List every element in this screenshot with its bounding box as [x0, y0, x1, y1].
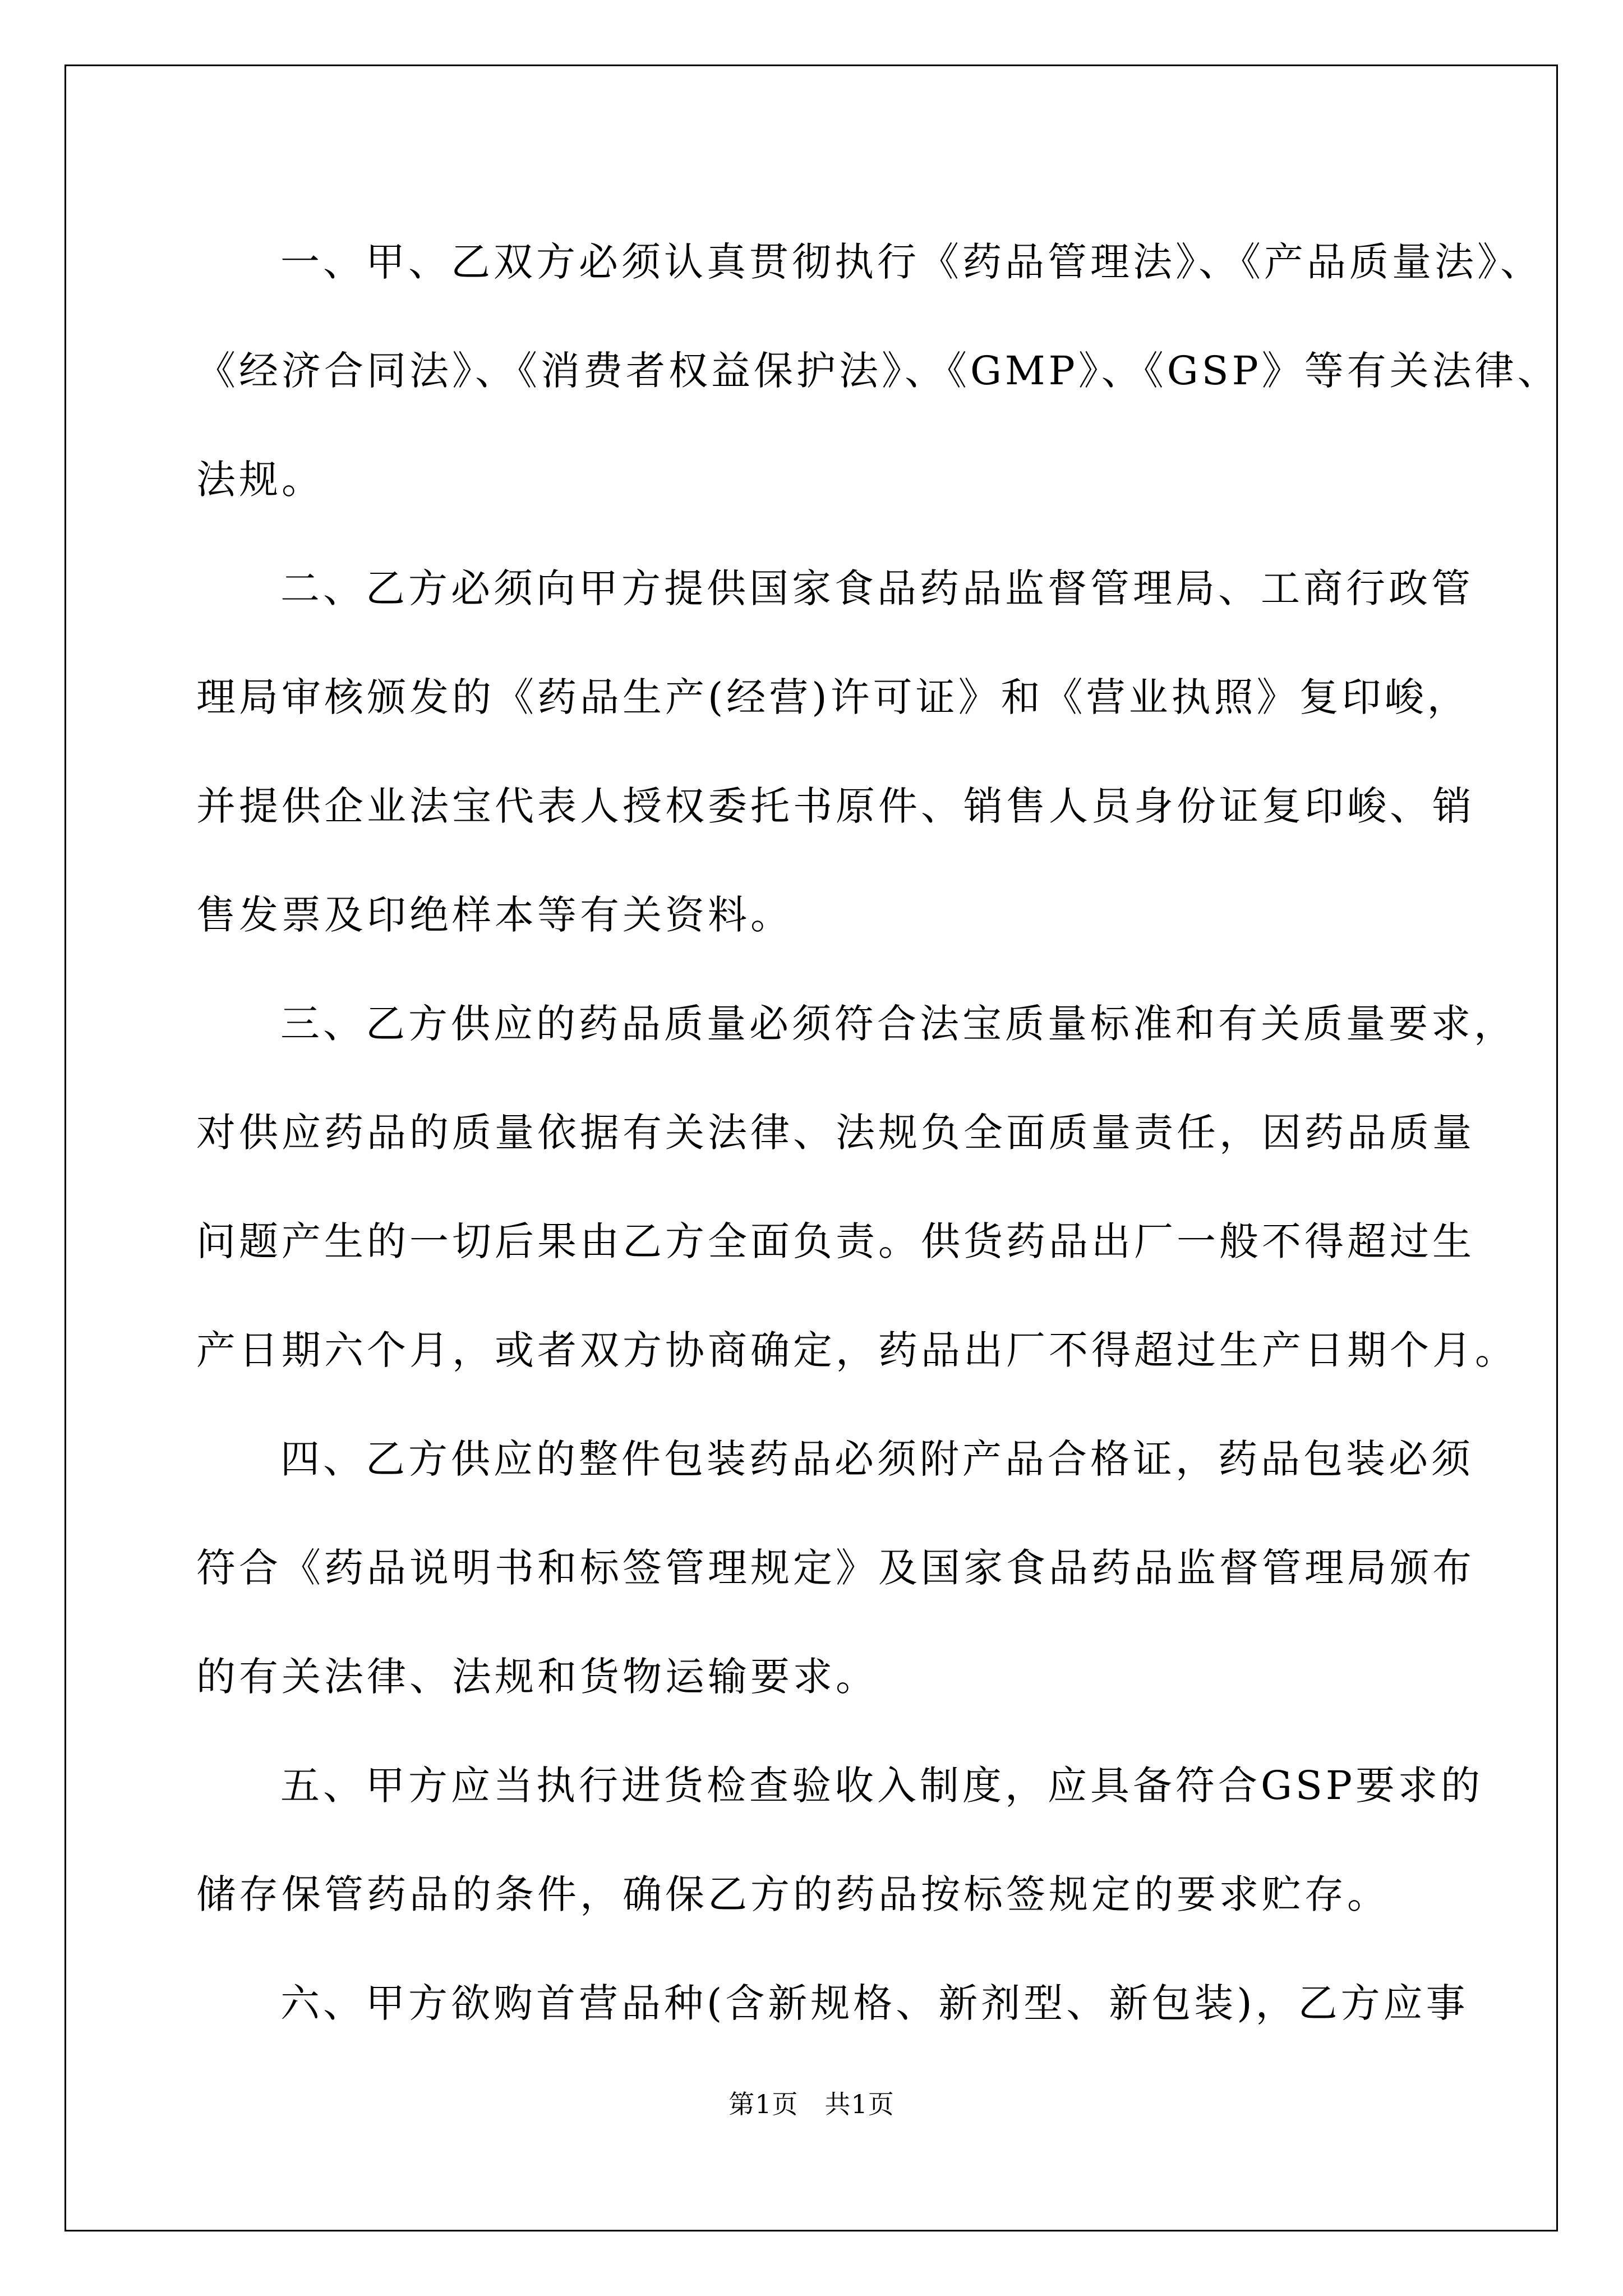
- page-total: 共1页: [824, 2089, 895, 2119]
- paragraph-line: 问题产生的一切后果由乙方全面负责。供货药品出厂一般不得超过生: [196, 1218, 1475, 1264]
- paragraph-2: [196, 534, 1475, 969]
- paragraph-line: 对供应药品的质量依据有关法律、法规负全面质量责任，因药品质量: [196, 1110, 1475, 1156]
- paragraph-line: 产日期六个月，或者双方协商确定，药品出厂不得超过生产日期个月。: [196, 1327, 1518, 1373]
- paragraph-line: 的有关法律、法规和货物运输要求。: [196, 1654, 878, 1700]
- document-body: [196, 208, 1560, 2058]
- paragraph-6: [196, 1949, 1469, 2058]
- paragraph-line: 四、乙方供应的整件包装药品必须附产品合格证，药品包装必须: [280, 1436, 1474, 1482]
- paragraph-line: 售发票及印绝样本等有关资料。: [196, 892, 793, 938]
- paragraph-line: 法规。: [196, 457, 324, 503]
- paragraph-line: 二、乙方必须向甲方提供国家食品药品监督管理局、工商行政管: [280, 565, 1474, 611]
- page-number: 第1页: [728, 2089, 799, 2119]
- paragraph-line: 并提供企业法宝代表人授权委托书原件、销售人员身份证复印峻、销: [196, 783, 1475, 829]
- paragraph-line: 六、甲方欲购首营品种(含新规格、新剂型、新包装)，乙方应事: [280, 1980, 1469, 2026]
- paragraph-line: 五、甲方应当执行进货检查验收入制度，应具备符合GSP要求的: [280, 1763, 1483, 1809]
- paragraph-3: [196, 969, 1518, 1405]
- paragraph-line: 《经济合同法》、《消费者权益保护法》、《GMP》、《GSP》等有关法律、: [196, 348, 1560, 394]
- paragraph-1: [196, 208, 1560, 534]
- paragraph-line: 符合《药品说明书和标签管理规定》及国家食品药品监督管理局颁布: [196, 1545, 1475, 1591]
- paragraph-line: 储存保管药品的条件，确保乙方的药品按标签规定的要求贮存。: [196, 1871, 1390, 1917]
- paragraph-4: [196, 1405, 1475, 1731]
- paragraph-5: [196, 1731, 1483, 1949]
- paragraph-line: 理局审核颁发的《药品生产(经营)许可证》和《营业执照》复印峻，: [196, 674, 1470, 720]
- footer-spacer: [799, 2089, 825, 2119]
- paragraph-line: 三、乙方供应的药品质量必须符合法宝质量标准和有关质量要求，: [280, 1001, 1516, 1047]
- paragraph-line: 一、甲、乙双方必须认真贯彻执行《药品管理法》、《产品质量法》、: [280, 239, 1543, 285]
- page-footer: [0, 2084, 1623, 2121]
